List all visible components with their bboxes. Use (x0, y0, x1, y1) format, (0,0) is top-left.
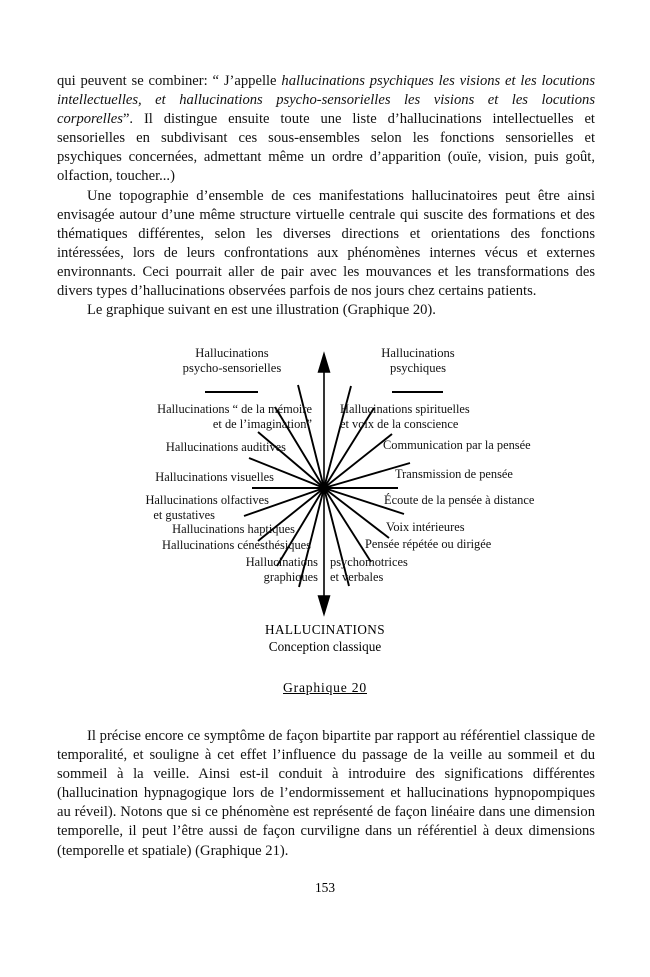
left-label-5-line1: Hallucinations haptiques (172, 522, 295, 536)
header-right-line1: Hallucinations (381, 346, 455, 360)
bottom-label-left-line1: Hallucinations (245, 555, 318, 569)
bottom-label-left-line2: graphiques (263, 569, 318, 584)
left-label-haptiques (22, 522, 295, 537)
left-label-4-line1: Hallucinations olfactives (145, 493, 269, 507)
figure-caption-title-block (0, 622, 650, 655)
bottom-label-left (120, 555, 318, 584)
arrow-head-up (319, 354, 330, 372)
paragraph-1-lead: qui peuvent se combiner: “ J’appelle (57, 73, 282, 89)
paragraph-1-italic-quote: hallucinations psychiques les visions et les locutions intellectuelles, et hallucinations psycho-sensorielles les visions et les locutions corporelles (57, 73, 595, 128)
left-label-6-line1: Hallucinations cénesthésiques (162, 538, 311, 552)
left-label-3-line1: Hallucinations visuelles (155, 470, 274, 484)
right-label-transmission (395, 467, 645, 482)
arrow-head-down (319, 596, 330, 614)
header-right (334, 346, 502, 377)
bottom-label-right-line1: psychomotrices (330, 555, 408, 569)
header-right-line2: psychiques (390, 361, 446, 376)
right-label-5-line1: Voix intérieures (386, 520, 465, 534)
figure-caption-subtitle: Conception classique (268, 638, 382, 654)
right-label-voix-interieures (386, 520, 626, 535)
paragraph-1-tail: ”. Il distingue ensuite toute une liste d’hallucinations intellectuelles et sensorielles en subdivisant ces sous-ensembles selon les fonctions sensorielles et psychiques concernées, admettant même un ordre d’apparition (ouïe, vision, puis goût, olfaction, toucher...) (57, 111, 595, 185)
right-label-ecoute (384, 493, 644, 508)
left-label-auditives (22, 440, 286, 455)
bottom-label-right (330, 555, 550, 584)
figure-caption-title: HALLUCINATIONS (265, 622, 385, 637)
ray-ul-4 (298, 385, 324, 488)
ray-ur-3 (324, 434, 392, 488)
left-label-2-line1: Hallucinations auditives (165, 440, 286, 454)
right-label-2-line1: Communication par la pensée (383, 438, 531, 452)
left-label-visuelles (22, 470, 274, 485)
header-left-line2: psycho-sensorielles (182, 361, 282, 376)
header-left (148, 346, 316, 377)
bottom-paragraph-1: Il précise encore ce symptôme de façon bipartite par rapport au référentiel classique de temporalité, et souligne à cet effet l’influence du passage de la veille au sommeil et du sommeil à la veille. Ainsi est-il conduit à introduire des significations différentes (hallucination hypnagogique lors de l’endormissement et hallucinations hypnopompiques au réveil). Notons que si ce phénomène est représenté de façon linéaire dans une dimension temporelle, il peut l’être aussi de façon curviligne dans un référentiel à deux dimensions (temporelle et spatiale) (Graphique 21). (57, 728, 595, 859)
right-label-communication (383, 438, 643, 453)
left-label-1-line1: Hallucinations “ de la mémoire (157, 402, 312, 416)
right-label-4-line1: Écoute de la pensée à distance (384, 493, 535, 507)
ray-lr-3 (324, 488, 371, 562)
bottom-label-right-line2: et verbales (330, 569, 384, 584)
left-label-4-line2: et gustatives (153, 507, 215, 522)
right-label-pensee-repetee (365, 537, 625, 552)
left-label-memoire-imagination (22, 402, 312, 431)
bottom-text-block (57, 727, 595, 861)
figure-caption-number-block (0, 680, 650, 696)
header-left-line1: Hallucinations (195, 346, 269, 360)
right-label-6-line1: Pensée répétée ou dirigée (365, 537, 492, 551)
right-label-spirituelles (340, 402, 640, 431)
page-number: 153 (314, 880, 336, 895)
right-label-3-line1: Transmission de pensée (395, 467, 513, 481)
paragraph-2: Une topographie d’ensemble de ces manifestations hallucinatoires peut être ainsi envisagée autour d’une même structure virtuelle centrale qui suscite des formations et des thématiques différentes, selon les diverses directions et orientations des fonctions intéressées, lors de leurs confrontations aux phénomènes internes vécus et externes environnants. Ceci pourrait aller de pair avec les mouvances et les transformations des divers types d’hallucinations observées parfois de nos jours chez certains patients. (57, 187, 595, 300)
left-label-1-line2: et de l’imagination” (212, 416, 312, 431)
top-text-block (57, 72, 595, 320)
left-label-cenesthesiques (22, 538, 311, 553)
right-label-1-line1: Hallucinations spirituelles (340, 402, 470, 416)
left-label-olfactives-gustatives (22, 493, 269, 522)
figure-graphique-20 (0, 330, 650, 710)
figure-caption-number: Graphique 20 (283, 680, 367, 695)
paragraph-3: Le graphique suivant en est une illustration (Graphique 20). (87, 302, 436, 319)
ray-lr-2 (324, 488, 389, 538)
right-label-1-line2: et voix de la conscience (340, 416, 459, 431)
